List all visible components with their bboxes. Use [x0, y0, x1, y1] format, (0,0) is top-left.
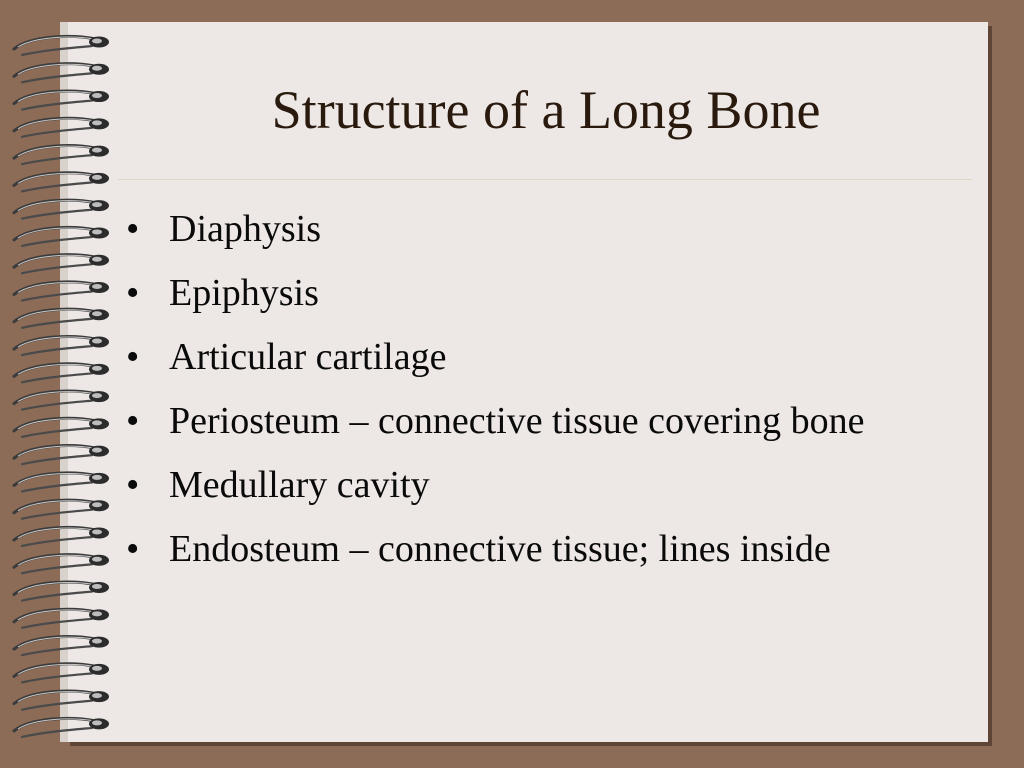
bullet-item [126, 458, 976, 512]
bullet-text: Endosteum – connective tissue; lines inside [169, 528, 831, 570]
bullet-text: Articular cartilage [169, 336, 447, 378]
spiral-ring-icon [14, 200, 109, 219]
spiral-ring-icon [14, 227, 109, 246]
spiral-ring-icon [14, 255, 109, 274]
bullet-dot: • [126, 336, 140, 378]
spiral-ring-icon [14, 173, 109, 192]
bullet-text: Diaphysis [169, 208, 321, 250]
spiral-ring-icon [14, 309, 109, 328]
spiral-binding-icon [0, 22, 125, 742]
spiral-ring-icon [14, 118, 109, 137]
spiral-ring-icon [14, 609, 109, 628]
spiral-ring-icon [14, 418, 109, 437]
spiral-ring-icon [14, 500, 109, 519]
bullet-dot: • [126, 400, 140, 442]
bullet-text: Medullary cavity [169, 464, 430, 506]
spiral-ring-icon [14, 637, 109, 656]
spiral-ring-icon [14, 691, 109, 710]
spiral-ring-icon [14, 282, 109, 301]
bullet-item [126, 522, 976, 576]
bullet-list [126, 202, 976, 586]
bullet-item [126, 266, 976, 320]
bullet-item [126, 202, 976, 256]
bullet-item [126, 394, 976, 448]
title-divider [118, 179, 972, 180]
bullet-text: Periosteum – connective tissue covering bone [169, 400, 865, 442]
bullet-item [126, 330, 976, 384]
spiral-ring-icon [14, 391, 109, 410]
bullet-text: Epiphysis [169, 272, 319, 314]
spiral-ring-icon [14, 146, 109, 165]
spiral-ring-icon [14, 91, 109, 110]
spiral-ring-icon [14, 718, 109, 737]
spiral-ring-icon [14, 64, 109, 83]
spiral-ring-icon [14, 582, 109, 601]
slide-title: Structure of a Long Bone [271, 80, 821, 140]
spiral-ring-icon [14, 473, 109, 492]
spiral-ring-icon [14, 555, 109, 574]
spiral-ring-icon [14, 337, 109, 356]
spiral-ring-icon [14, 446, 109, 465]
spiral-ring-icon [14, 364, 109, 383]
spiral-ring-icon [14, 664, 109, 683]
bullet-dot: • [126, 528, 140, 570]
bullet-dot: • [126, 272, 140, 314]
spiral-ring-icon [14, 36, 109, 55]
spiral-ring-icon [14, 527, 109, 546]
bullet-dot: • [126, 208, 140, 250]
bullet-dot: • [126, 464, 140, 506]
